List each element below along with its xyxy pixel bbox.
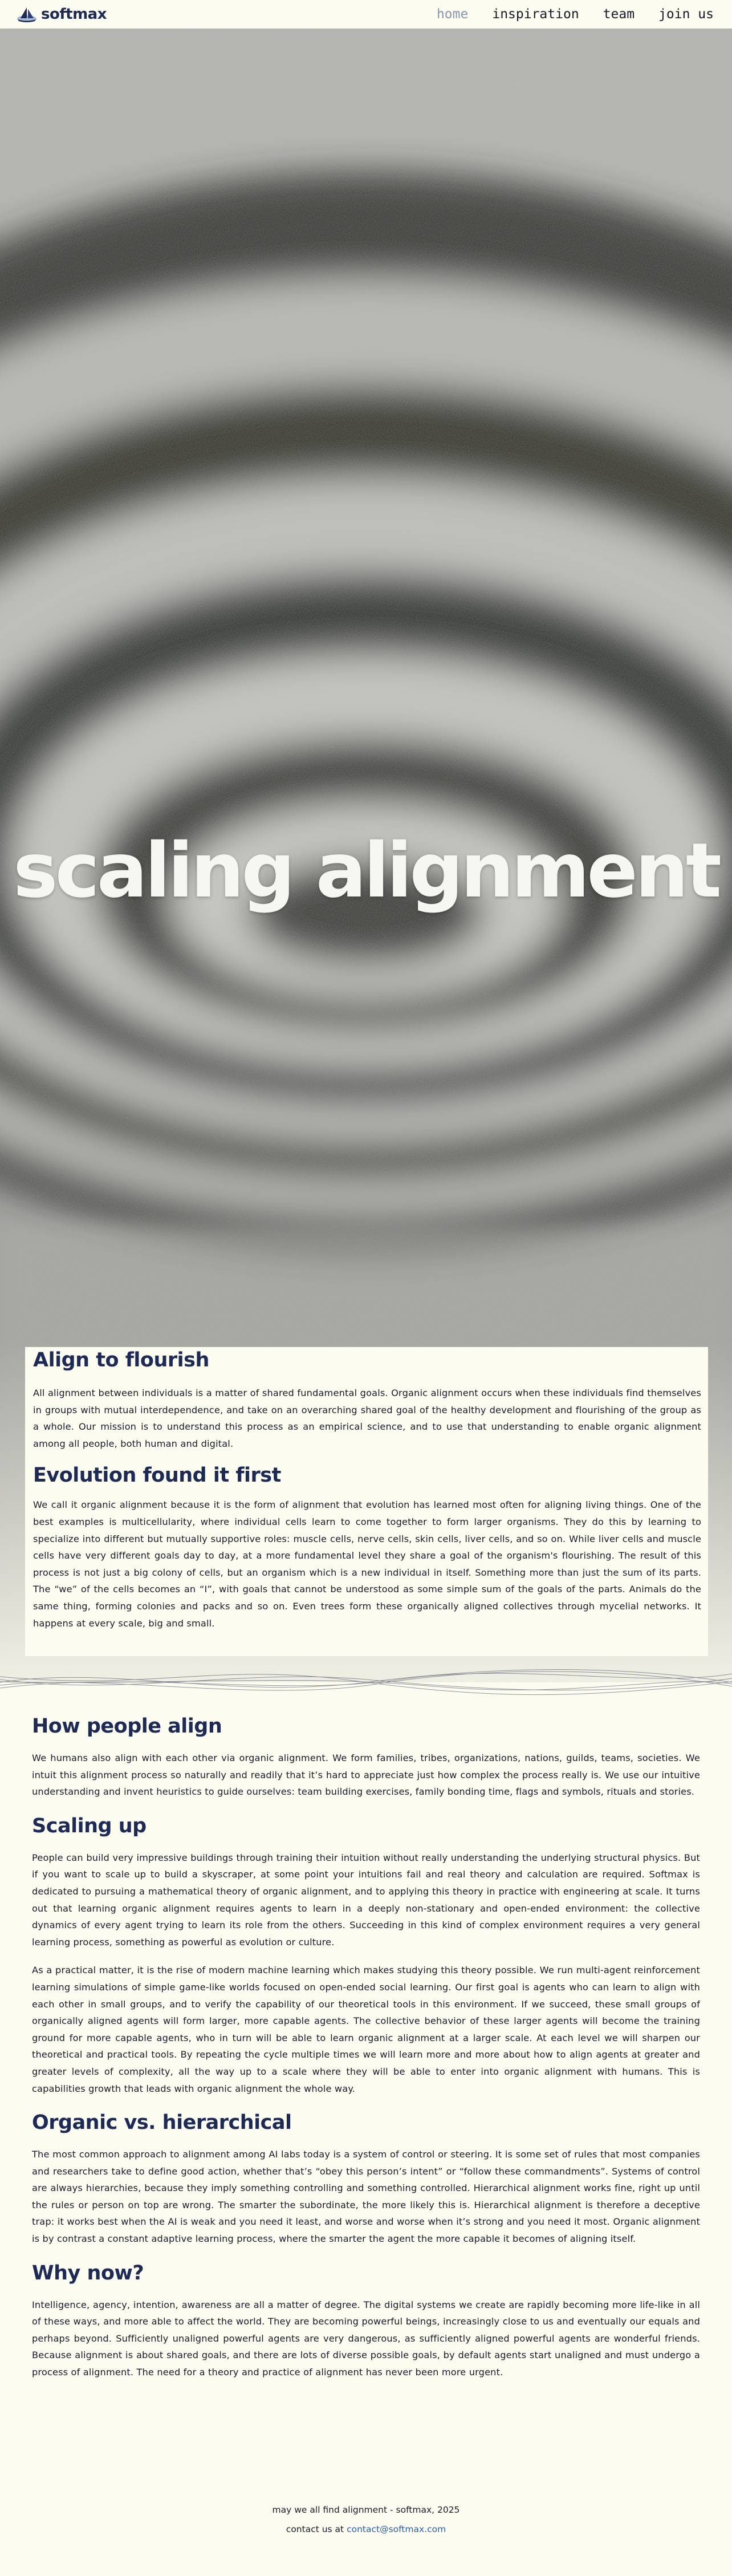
nav-link-home[interactable]: home xyxy=(436,7,469,22)
footer-tagline: may we all find alignment - softmax, 2025 xyxy=(272,2505,460,2515)
nav-link-join-us[interactable]: join us xyxy=(658,7,714,22)
section-heading: Why now? xyxy=(32,2261,144,2285)
footer-contact-prefix: contact us at xyxy=(286,2524,347,2534)
top-nav xyxy=(0,0,732,29)
lower-content xyxy=(32,1714,700,2395)
section-why-now xyxy=(32,2261,700,2381)
section-paragraph: People can build very impressive buildings through training their intuition without really understanding the underlying structural physics. But if you want to scale up to build a skyscraper, at some point your intuitions fail and real theory and calculation are required. Softmax is dedicated to pursuing a mathematical theory of organic alignment, and to applying this theory in practice with engineering at scale. It turns out that learning organic alignment requires agents to learn in a deeply non-stationary and open-ended environment: the collective dynamics of every agent trying to learn its role from the others. Succeeding in this kind of complex environment requires a very general learning process, something as powerful as evolution or culture. xyxy=(32,1852,700,1948)
hero-title: scaling alignment xyxy=(13,827,719,915)
section-scaling-up xyxy=(32,1814,700,2097)
section-paragraph: All alignment between individuals is a matter of shared fundamental goals. Organic alignment occurs when these individuals find themselves in groups with mutual interdependence, and take on an overarching shared goal of the healthy development and flourishing of the group as a whole. Our mission is to understand this process as an empirical science, and to use that understanding to enable organic alignment among all people, both human and digital. xyxy=(33,1388,701,1449)
footer-contact xyxy=(0,2524,732,2534)
section-heading-evolution: Evolution found it first xyxy=(33,1464,281,1487)
brand-name: softmax xyxy=(41,6,107,23)
section-heading: Organic vs. hierarchical xyxy=(32,2111,292,2135)
section-paragraph: As a practical matter, it is the rise of modern machine learning which makes studying this theory possible. We run multi-agent reinforcement learning simulations of simple game-like worlds focused on open-ended social learning. Our first goal is agents who can learn to align with each other in small groups, and to verify the capability of our theoretical tools in this environment. If we succeed, these small groups of organically aligned agents will form larger, more capable agents. The collective behavior of these larger agents will become the training ground for more capable agents, who in turn will be able to learn organic alignment at a larger scale. At each level we will sharpen our theoretical and practical tools. By repeating the cycle multiple times we will learn more and more about how to align agents at greater and greater levels of complexity, all the way up to a scale where they will be able to enter into organic alignment with humans. This is capabilities growth that leads with organic alignment the whole way. xyxy=(32,1965,700,2094)
section-organic-vs-hierarchical xyxy=(32,2111,700,2248)
section-heading: How people align xyxy=(32,1715,222,1738)
section-heading-align-to-flourish: Align to flourish xyxy=(33,1349,209,1372)
section-heading: Scaling up xyxy=(32,1814,147,1837)
intro-card xyxy=(25,1347,708,1656)
nav-link-team[interactable]: team xyxy=(603,7,635,22)
wave-divider xyxy=(0,1657,732,1708)
section-paragraph: We humans also align with each other via organic alignment. We form families, tribes, organizations, nations, guilds, teams, societies. We intuit this alignment process so naturally and readily that it’s hard to appreciate just how complex the process really is. We use our intuitive understanding and invent heuristics to guide ourselves: team building exercises, family bonding time, flags and symbols, rituals and stories. xyxy=(32,1753,700,1798)
nav-link-inspiration[interactable]: inspiration xyxy=(492,7,579,22)
brand[interactable] xyxy=(16,6,107,23)
footer xyxy=(0,2505,732,2543)
section-how-people-align xyxy=(32,1714,700,1800)
nav-links xyxy=(437,7,714,22)
section-paragraph: The most common approach to alignment among AI labs today is a system of control or steering. It is some set of rules that most companies and researchers take to define good action, whether that’s “obey this person’s intent” or “follow these commandments”. Systems of control are always hierarchies, because they imply something controlling and something controlled. Hierarchical alignment works fine, right up until the rules or person on top are wrong. The smarter the subordinate, the more likely this is. Hierarchical alignment is therefore a deceptive trap: it works best when the AI is weak and you need it least, and worse and worse when it’s strong and you need it most. Organic alignment is by contrast a constant adaptive learning process, where the smarter the agent the more capable it becomes of aligning itself. xyxy=(32,2149,700,2245)
section-paragraph: Intelligence, agency, intention, awareness are all a matter of degree. The digital systems we create are rapidly becoming more life-like in all of these ways, and more able to affect the world. They are becoming powerful beings, increasingly close to us and eventually our equals and perhaps beyond. Sufficiently unaligned powerful agents are very dangerous, as sufficiently aligned powerful agents are wonderful friends. Because alignment is about shared goals, and there are lots of diverse possible goals, by default agents start unaligned and must undergo a process of alignment. The need for a theory and practice of alignment has never been more urgent. xyxy=(32,2299,700,2378)
section-paragraph: We call it organic alignment because it is the form of alignment that evolution has learned most often for aligning living things. One of the best examples is multicellularity, where individual cells learn to come together to form larger organisms. They do this by learning to specialize into different but mutually supportive roles: muscle cells, nerve cells, skin cells, liver cells, and so on. While liver cells and muscle cells have very different goals day to day, at a more fundamental level they share a goal of the organism's flourishing. The result of this process is not just a big colony of cells, but an organism which is a new individual in itself. Something more than just the sum of its parts. The “we” of the cells becomes an “I”, with goals that cannot be understood as some simple sum of the goals of the parts. Animals do the same thing, forming colonies and packs and so on. Even trees form these organically aligned collectives through mycelial networks. It happens at every scale, big and small. xyxy=(33,1499,701,1629)
sailboat-logo-icon xyxy=(16,6,38,23)
contact-email-link[interactable]: contact@softmax.com xyxy=(347,2524,446,2534)
